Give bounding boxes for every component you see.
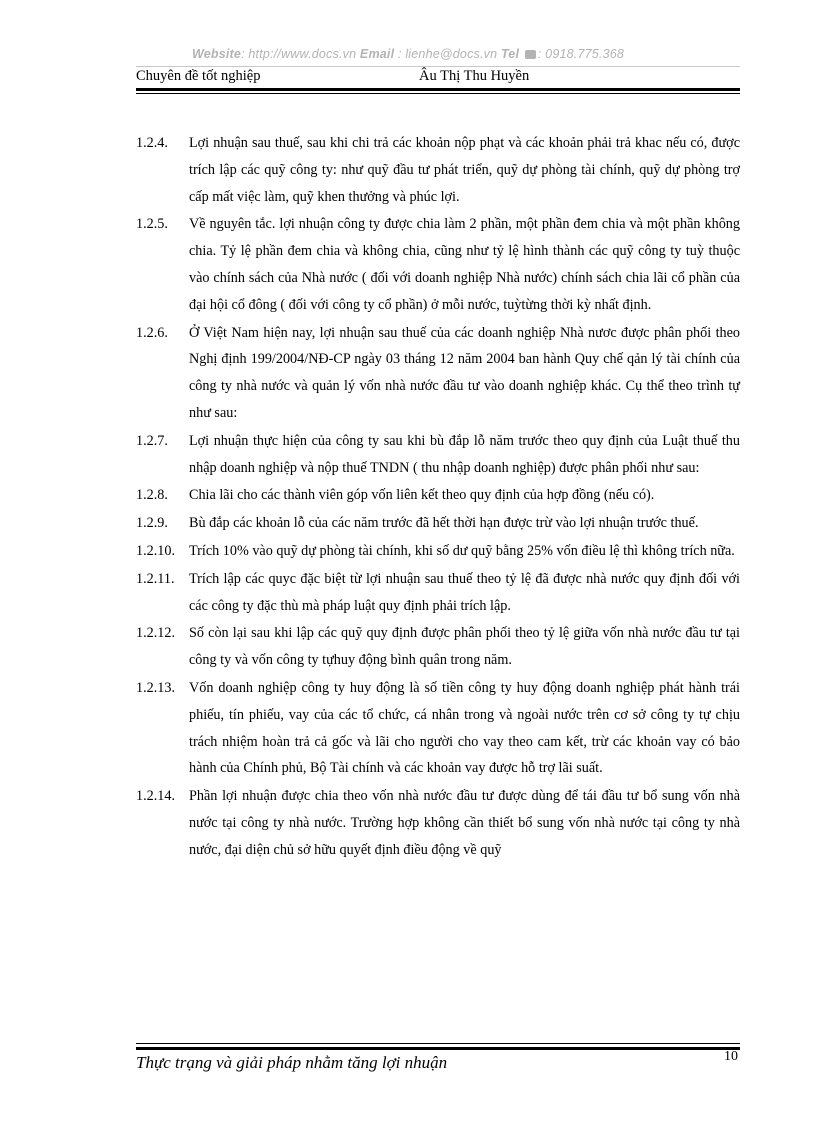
footer-rule-thick (136, 1047, 740, 1050)
website-divider (136, 66, 740, 67)
list-item (136, 428, 740, 482)
item-text: Lợi nhuận sau thuế, sau khi chi trả các khoản nộp phạt và các khoản phải trả khac nếu có, được trích lập các quỹ công ty: như quỹ đầu tư phát triển, quỹ dự phòng tài chính, quỹ dự phòng trợ cấp mất việc làm, quỹ khen thưởng và phúc lợi. (189, 135, 740, 205)
list-item (136, 211, 740, 318)
list-item (136, 566, 740, 620)
item-text: Lợi nhuận thực hiện của công ty sau khi bù đắp lỗ năm trước theo quy định của Luật thuế thu nhập doanh nghiệp và nộp thuế TNDN ( thu nhập doanh nghiệp) được phân phối như sau: (189, 432, 740, 476)
item-text: Vốn doanh nghiệp công ty huy động là số tiền công ty huy động doanh nghiệp phát hành trái phiếu, tín phiếu, vay của các tổ chức, cá nhân trong và ngoài nước trên cơ sở công ty tự chịu trách nhiệm hoàn trả cả gốc và lãi cho người cho vay theo cam kết, trừ các khoản vay có bảo hành của Chính phủ, Bộ Tài chính và các khoản vay được hỗ trợ lãi suất. (189, 679, 740, 777)
item-text: Ở Việt Nam hiện nay, lợi nhuận sau thuế của các doanh nghiệp Nhà nươc được phân phối theo Nghị định 199/2004/NĐ-CP ngày 03 tháng 12 năm 2004 ban hành Quy chế qản lý tài chính của công ty nhà nước và quản lý vốn nhà nước đầu tư vào doanh nghiệp khác. Cụ thể theo trình tự như sau: (189, 324, 740, 421)
list-item (136, 620, 740, 674)
website-value: : http://www.docs.vn (241, 47, 357, 61)
item-number: 1.2.6. (136, 324, 168, 341)
item-text: Chia lãi cho các thành viên góp vốn liên kết theo quy định của hợp đồng (nếu có). (189, 487, 655, 504)
item-text: Số còn lại sau khi lập các quỹ quy định được phân phối theo tỷ lệ giữa vốn nhà nước đầu tư tại công ty và vốn công ty tựhuy động bình quân trong năm. (189, 625, 740, 669)
website-label: Website (191, 47, 242, 61)
footer-title: Thực trạng và giải pháp nhằm tăng lợi nhuận (136, 1053, 448, 1072)
item-number: 1.2.8. (136, 487, 168, 504)
item-number: 1.2.10. (136, 542, 176, 559)
email-label: Email (359, 47, 395, 61)
item-number: 1.2.11. (136, 570, 175, 587)
list-item (136, 783, 740, 863)
list-item (136, 130, 740, 210)
email-value: : lienhe@docs.vn (397, 47, 498, 61)
footer-rule-thin (136, 1043, 740, 1044)
header-rule-thick (136, 88, 740, 91)
tel-label: Tel (500, 47, 520, 61)
item-text: Phần lợi nhuận được chia theo vốn nhà nước đầu tư được dùng để tái đầu tư bổ sung vốn nhà nước tại công ty nhà nước. Trường hợp không cần thiết bổ sung vốn nhà nước tại công ty nhà nước, đại diện chủ sở hữu quyết định điều động về quỹ (189, 788, 740, 858)
item-number: 1.2.5. (136, 216, 168, 233)
list-item (136, 510, 740, 537)
item-text: Trích lập các quyc đặc biệt từ lợi nhuận sau thuế theo tỷ lệ đã được nhà nước quy định đối với các công ty đặc thù mà pháp luật quy định phải trích lập. (189, 570, 740, 614)
header-subject: Chuyên đề tốt nghiệp (136, 68, 261, 84)
list-item (136, 538, 740, 565)
item-number: 1.2.12. (136, 625, 176, 642)
website-bar (0, 47, 816, 61)
item-number: 1.2.7. (136, 432, 168, 449)
item-number: 1.2.13. (136, 679, 176, 696)
item-text: Bù đắp các khoản lỗ của các năm trước đã hết thời hạn được trừ vào lợi nhuận trước thuế. (189, 515, 699, 532)
item-text: Trích 10% vào quỹ dự phòng tài chính, khi số dư quỹ bằng 25% vốn điều lệ thì không trích nữa. (189, 542, 735, 559)
header-author: Âu Thị Thu Huyền (419, 68, 530, 84)
list-item (136, 675, 740, 782)
item-text: Về nguyên tắc. lợi nhuận công ty được chia làm 2 phần, một phần đem chia và một phần không chia. Tỷ lệ phần đem chia và không chia, cũng như tỷ lệ hình thành các quỹ công ty tuỳ thuộc vào chính sách của Nhà nước ( đối với doanh nghiệp Nhà nước) chính sách chia lãi cổ phần của đại hội cổ đông ( đối với công ty cổ phần) ở mỗi nước, tuỳtừng thời kỳ nhất định. (189, 216, 740, 313)
item-number: 1.2.9. (136, 515, 168, 532)
document-body (136, 130, 740, 865)
item-number: 1.2.14. (136, 788, 176, 805)
item-number: 1.2.4. (136, 135, 168, 151)
list-item (136, 320, 740, 427)
tel-value: : 0918.775.368 (537, 47, 625, 61)
page-number: 10 (724, 1049, 738, 1064)
list-item (136, 482, 740, 509)
header-rule-thin (136, 93, 740, 94)
phone-icon (525, 50, 536, 59)
